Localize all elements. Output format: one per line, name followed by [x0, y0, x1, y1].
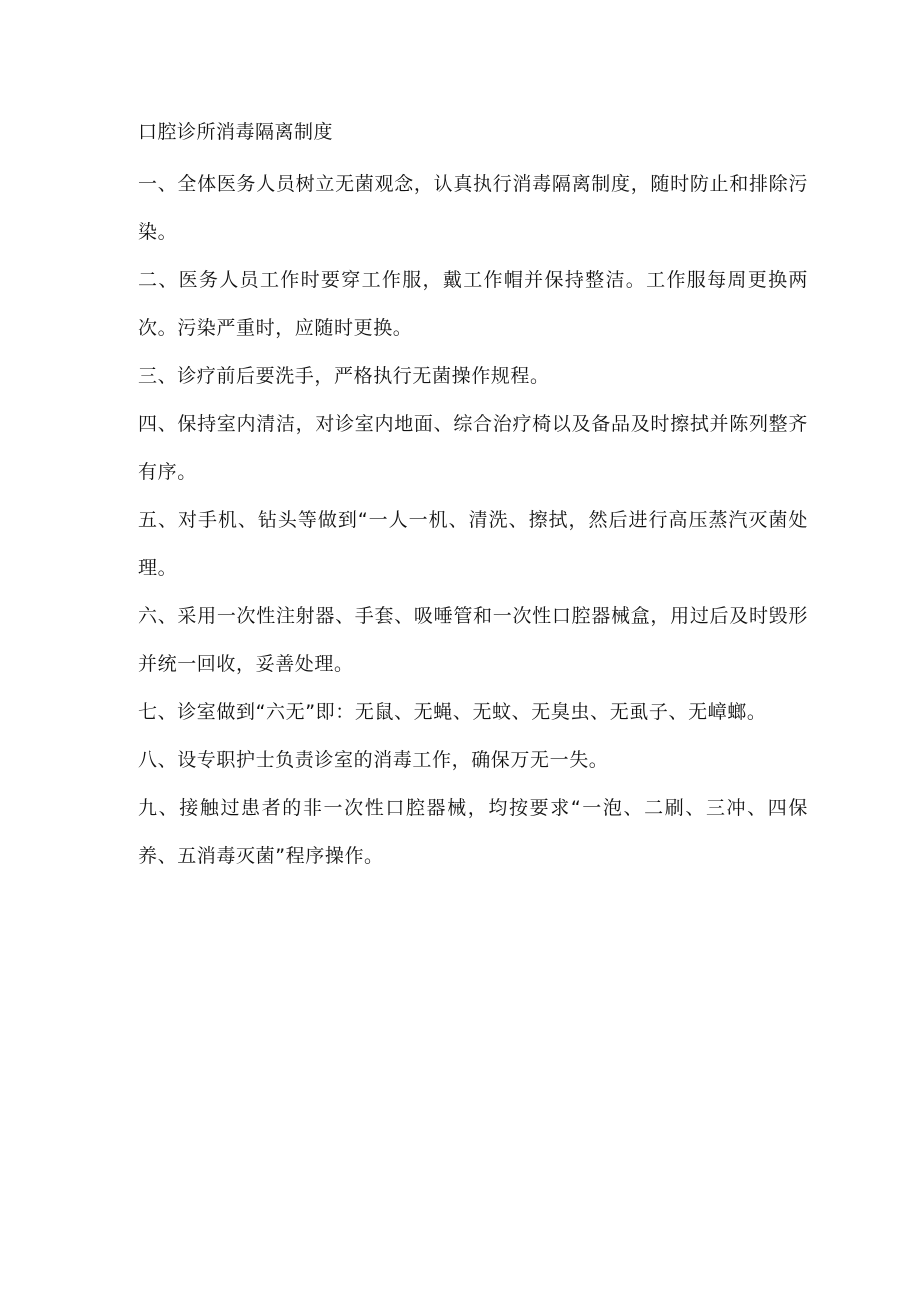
clause-9: 九、接触过患者的非一次性口腔器械，均按要求“一泡、二刷、三冲、四保养、五消毒灭菌”程序操作。: [138, 797, 808, 867]
clause-6: 六、采用一次性注射器、手套、吸唾管和一次性口腔器械盒，用过后及时毁形并统一回收，妥善处理。: [138, 605, 808, 675]
clause-1: 一、全体医务人员树立无菌观念，认真执行消毒隔离制度，随时防止和排除污染。: [138, 173, 808, 243]
clause-2: 二、医务人员工作时要穿工作服，戴工作帽并保持整洁。工作服每周更换两次。污染严重时，应随时更换。: [138, 269, 808, 339]
clause-3: 三、诊疗前后要洗手，严格执行无菌操作规程。: [138, 365, 550, 387]
clause-5: 五、对手机、钻头等做到“一人一机、清洗、擦拭，然后进行高压蒸汽灭菌处理。: [138, 509, 808, 579]
clause-7: 七、诊室做到“六无”即：无鼠、无蝇、无蚊、无臭虫、无虱子、无嶂螂。: [138, 701, 767, 723]
document-body: [138, 112, 808, 880]
clause-4: 四、保持室内清洁，对诊室内地面、综合治疗椅以及备品及时擦拭并陈列整齐有序。: [138, 413, 808, 483]
clause-8: 八、设专职护士负责诊室的消毒工作，确保万无一失。: [138, 749, 609, 771]
document-title: 口腔诊所消毒隔离制度: [138, 121, 334, 143]
